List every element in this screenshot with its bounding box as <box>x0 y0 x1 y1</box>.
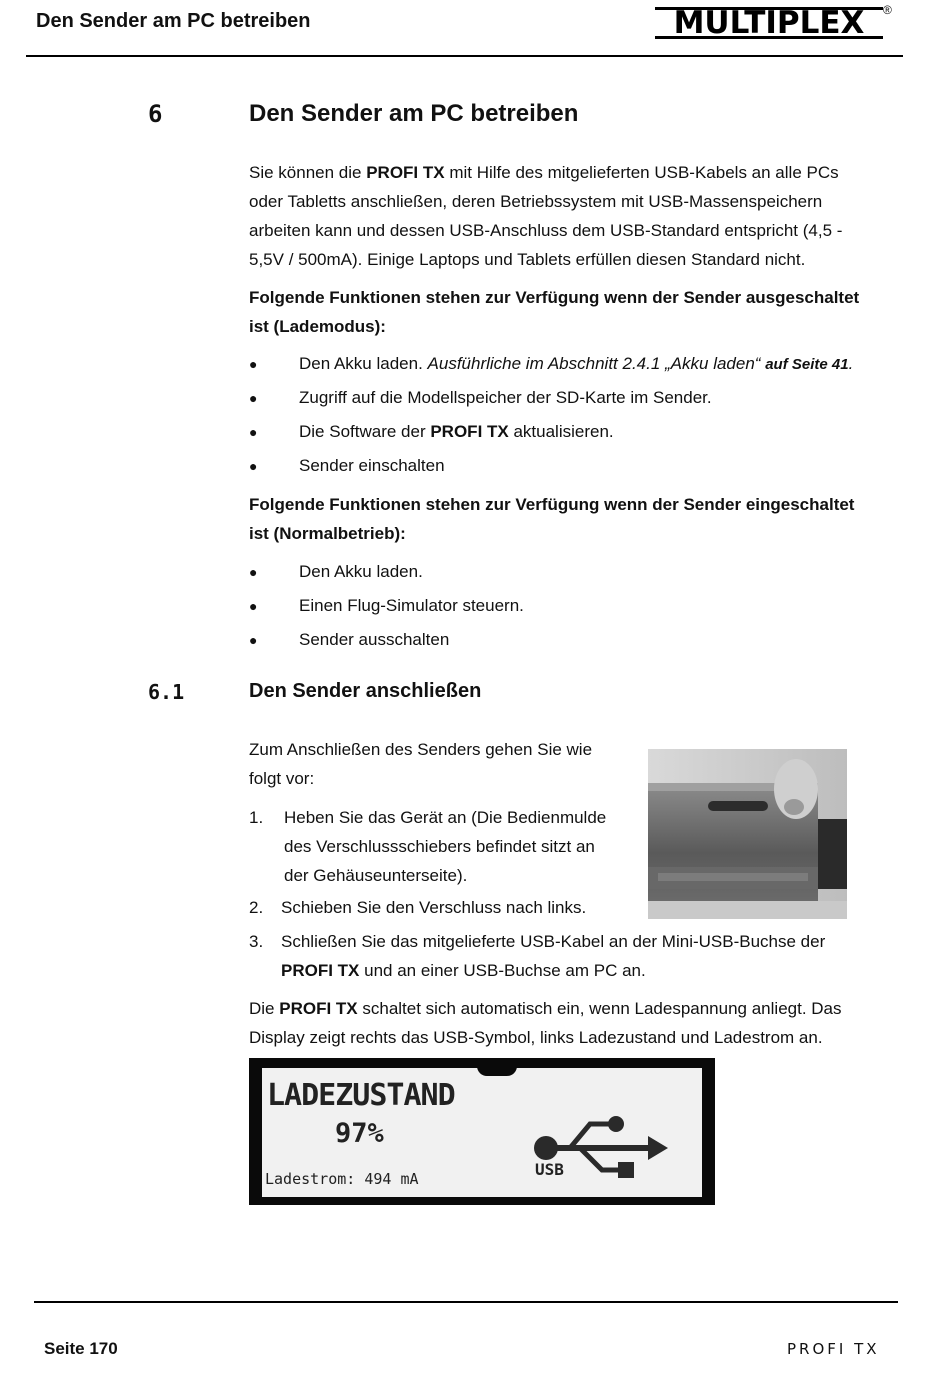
bullet-icon: ● <box>249 424 258 440</box>
registered-mark: ® <box>883 3 892 17</box>
charge-current: Ladestrom: 494 mA <box>265 1170 419 1188</box>
usb-label: USB <box>535 1160 564 1179</box>
model-name: PROFI TX <box>787 1340 880 1358</box>
product-name: PROFI TX <box>279 999 358 1018</box>
list-item: ● Einen Flug-Simulator steuern. <box>249 589 909 623</box>
subsection-number: 6.1 <box>148 680 185 704</box>
page-reference: auf Seite 41 <box>765 356 849 373</box>
outro-paragraph: Die PROFI TX schaltet sich automatisch ein, wenn Ladespannung anliegt. Das Display zeigt rechts das USB-Symbol, links Ladezustand und Ladestrom an. <box>249 999 842 1047</box>
product-name: PROFI TX <box>366 163 445 182</box>
section-number: 6 <box>148 100 163 128</box>
charging-display <box>249 1058 715 1205</box>
on-mode-heading: Folgende Funktionen stehen zur Verfügung wenn der Sender eingeschaltet ist (Normalbetrieb): <box>249 495 855 543</box>
intro-line: 5,5V / 500mA). Einige Laptops und Tablets erfüllen diesen Standard nicht. <box>249 250 806 269</box>
list-item: ● Zugriff auf die Modellspeicher der SD-Karte im Sender. <box>249 381 909 415</box>
list-item: ● Die Software der PROFI TX aktualisieren. <box>249 415 909 449</box>
multiplex-logo <box>655 4 895 44</box>
bullet-icon: ● <box>249 356 258 372</box>
step-number: 2. <box>249 898 264 917</box>
running-header-title: Den Sender am PC betreiben <box>36 10 311 32</box>
list-item: ● Sender einschalten <box>249 449 909 483</box>
step-number: 3. <box>249 932 264 951</box>
intro-line: arbeiten kann und dessen USB-Anschluss dem USB-Standard entspricht (4,5 - <box>249 221 843 240</box>
list-item: ● Sender ausschalten <box>249 623 909 657</box>
step-item: 1. Heben Sie das Gerät an (Die Bedienmulde des Verschlussschiebers befindet sitzt an der Gehäuseunterseite). <box>249 803 639 893</box>
section-title: Den Sender am PC betreiben <box>249 100 579 127</box>
transmitter-slider-photo <box>648 749 847 919</box>
page-number: Seite 170 <box>44 1339 118 1358</box>
off-mode-heading: Folgende Funktionen stehen zur Verfügung wenn der Sender ausgeschaltet ist (Lademodus): <box>249 288 860 336</box>
list-item: ● Den Akku laden. <box>249 555 909 589</box>
bullet-icon: ● <box>249 632 258 648</box>
step-item: 2. Schieben Sie den Verschluss nach links. <box>249 893 639 923</box>
bullet-icon: ● <box>249 564 258 580</box>
intro-line: Sie können die PROFI TX mit Hilfe des mitgelieferten USB-Kabels an alle PCs <box>249 163 839 182</box>
charge-percent: 97% <box>335 1118 384 1149</box>
connect-intro: Zum Anschließen des Senders gehen Sie wie folgt vor: <box>249 740 593 788</box>
logo-wordmark: MULTIPLEX <box>655 7 883 39</box>
bullet-icon: ● <box>249 390 258 406</box>
charge-state-label: LADEZUSTAND <box>267 1078 455 1113</box>
step-item: 3. Schließen Sie das mitgelieferte USB-Kabel an der Mini-USB-Buchse der PROFI TX und an einer USB-Buchse am PC an. <box>249 927 889 987</box>
product-name: PROFI TX <box>281 961 360 980</box>
footer-rule <box>34 1301 898 1303</box>
bullet-icon: ● <box>249 458 258 474</box>
header-rule <box>26 55 903 57</box>
bullet-icon: ● <box>249 598 258 614</box>
intro-paragraph <box>249 158 899 274</box>
step-number: 1. <box>249 808 264 827</box>
subsection-title: Den Sender anschließen <box>249 680 482 702</box>
intro-line: oder Tabletts anschließen, deren Betriebssystem mit USB-Massenspeichern <box>249 192 823 211</box>
list-item: ● Den Akku laden. Ausführliche im Abschnitt 2.4.1 „Akku laden“ auf Seite 41. <box>249 347 909 381</box>
